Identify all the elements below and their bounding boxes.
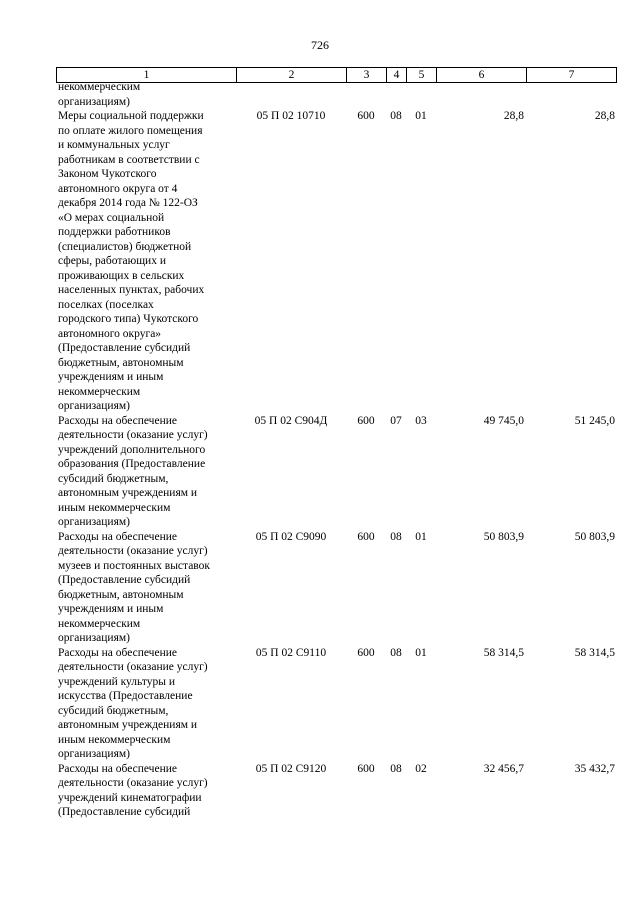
amount-year-2: 50 803,9	[574, 530, 615, 543]
amount-year-2: 28,8	[594, 110, 615, 122]
column-header: 5	[407, 68, 437, 83]
amount-year-1: 50 803,9	[483, 530, 524, 543]
section: 08	[390, 646, 402, 659]
column-header: 4	[387, 68, 407, 83]
expense-type: 600	[357, 414, 375, 427]
section: 08	[390, 762, 402, 775]
expense-description: Меры социальной поддержки по оплате жилого помещения и коммунальных услуг работникам в соответствии с Законом Чукотского автономного округа от 4 декабря 2014 года № 122-ОЗ «О мерах социальной поддержки работников (специалистов) бюджетной сферы, работающих и проживающих в сельских населенных пунктах, рабочих поселках (поселках городского типа) Чукотского автономного округа» (Предоставление субсидий бюджетным, автономным учреждениям и иным некоммерческим организациям)	[58, 110, 205, 412]
amount-year-1: 58 314,5	[483, 646, 524, 659]
subsection: 02	[415, 762, 427, 775]
budget-code: 05 П 02 10710	[256, 110, 326, 122]
budget-code: 05 П 02 С9110	[255, 646, 327, 659]
amount-year-2: 58 314,5	[574, 646, 615, 659]
amount-year-1: 32 456,7	[483, 762, 524, 775]
amount-year-1: 28,8	[503, 110, 524, 122]
column-header: 7	[527, 68, 617, 83]
subsection: 01	[415, 530, 427, 543]
expense-description: Расходы на обеспечение деятельности (оказание услуг) учреждений кинематографии (Предоставление субсидий	[58, 762, 208, 818]
column-header: 6	[437, 68, 527, 83]
table-row	[56, 414, 616, 530]
column-header: 2	[237, 68, 347, 83]
column-header: 1	[57, 68, 237, 83]
budget-code: 05 П 02 С9120	[255, 762, 327, 775]
section: 08	[390, 530, 402, 543]
column-header: 3	[347, 68, 387, 83]
expense-type: 600	[357, 762, 375, 775]
amount-year-2: 51 245,0	[574, 414, 615, 427]
subsection: 01	[415, 646, 427, 659]
table-row	[56, 646, 616, 762]
page-number: 726	[311, 38, 329, 52]
continuation-row	[56, 80, 616, 109]
expense-type: 600	[357, 646, 375, 659]
expense-type: 600	[357, 110, 375, 122]
amount-year-1: 49 745,0	[483, 414, 524, 427]
table-row	[56, 109, 616, 414]
expense-description: Расходы на обеспечение деятельности (оказание услуг) учреждений культуры и искусства (Предоставление субсидий бюджетным, автономным учреждениям и иным некоммерческим организациям)	[58, 646, 208, 760]
section: 08	[390, 110, 402, 122]
budget-code: 05 П 02 С904Д	[254, 414, 328, 427]
expense-description: Расходы на обеспечение деятельности (оказание услуг) музеев и постоянных выставок (Предоставление субсидий бюджетным, автономным учреждениям и иным некоммерческим организациям)	[58, 530, 210, 644]
amount-year-2: 35 432,7	[574, 762, 615, 775]
budget-code: 05 П 02 С9090	[255, 530, 327, 543]
section: 07	[390, 414, 402, 427]
table-row	[56, 762, 616, 820]
subsection: 03	[415, 414, 427, 427]
expense-type: 600	[357, 530, 375, 543]
subsection: 01	[415, 110, 427, 122]
continuation-text: некоммерческим организациям)	[58, 81, 141, 108]
expense-description: Расходы на обеспечение деятельности (оказание услуг) учреждений дополнительного образования (Предоставление субсидий бюджетным, автономным учреждениям и иным некоммерческим организациям)	[58, 414, 208, 528]
table-row	[56, 530, 616, 646]
budget-table-body	[56, 80, 616, 820]
